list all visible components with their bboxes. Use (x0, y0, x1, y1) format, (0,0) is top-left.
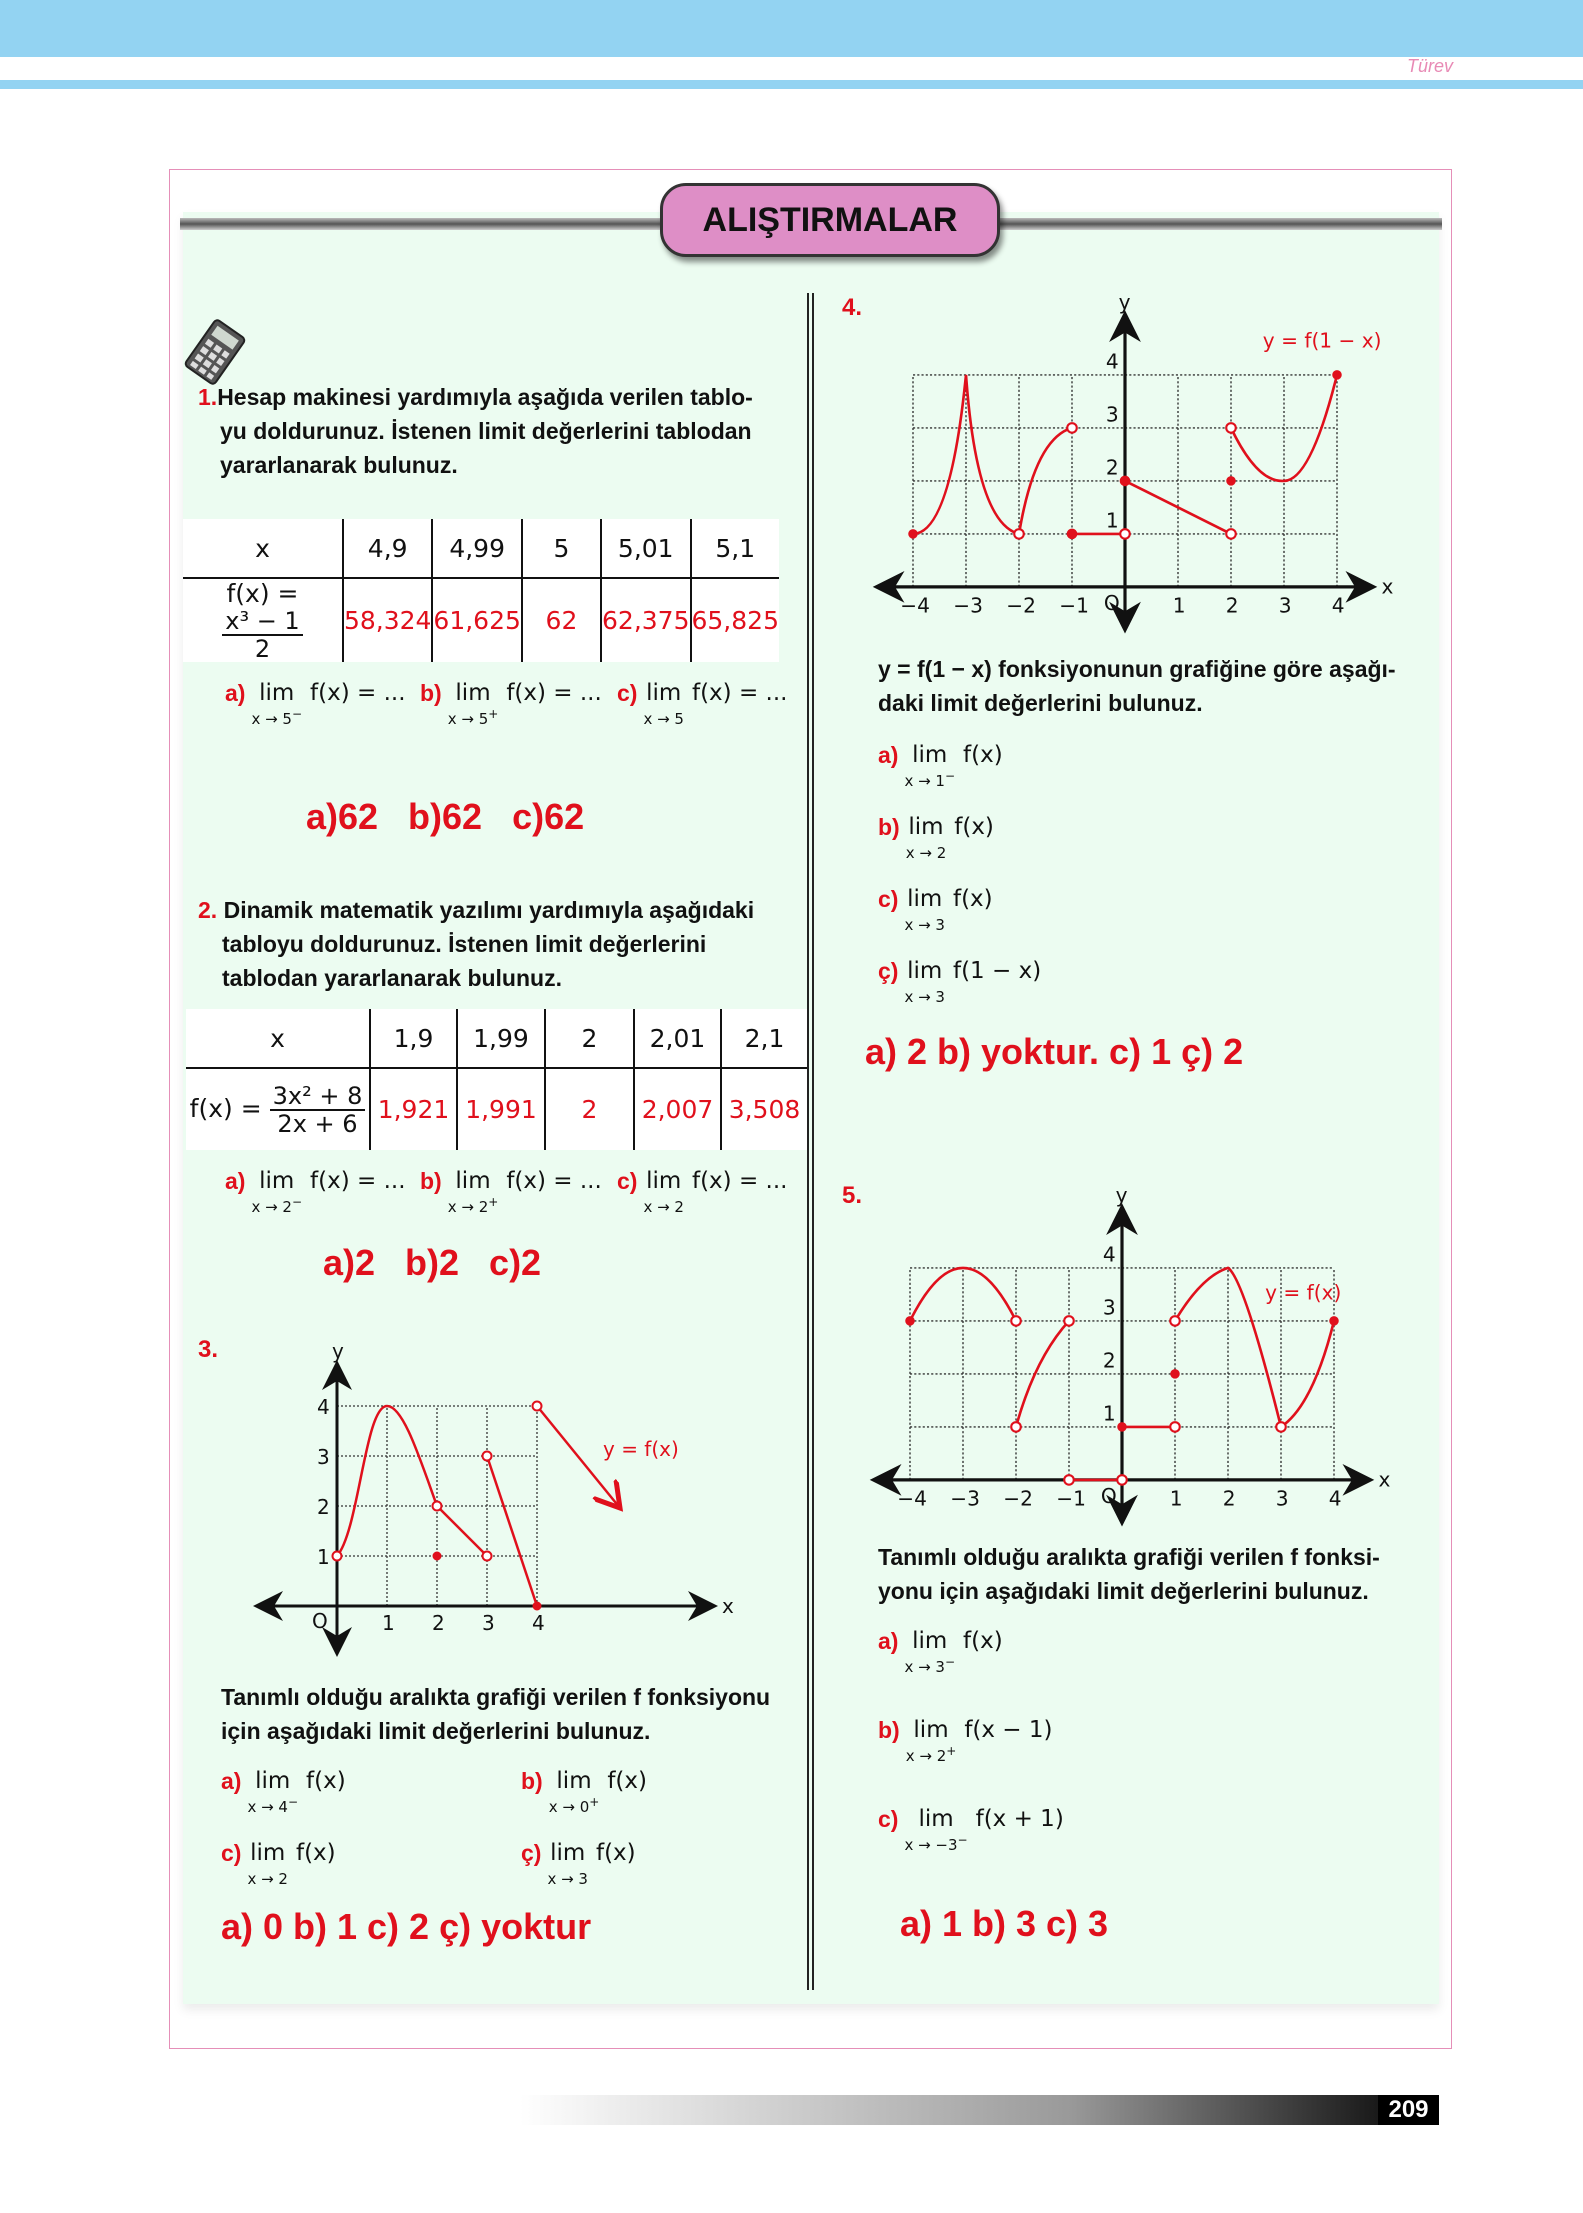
limit-question (878, 1806, 1064, 1853)
text-line: tablodan yararlanarak bulunuz. (222, 965, 562, 991)
x-tick-label: 2 (432, 1611, 445, 1635)
limit-question (225, 680, 406, 727)
approach: x → 3 (904, 988, 945, 1006)
lim-text: lim (250, 1840, 286, 1866)
table-cell: 62,375 (601, 578, 690, 662)
lim-operator (643, 1168, 684, 1215)
x-tick-label: −3 (953, 593, 983, 618)
approach: x → 3 (547, 1870, 588, 1888)
side: − (291, 707, 303, 721)
y-tick-label: 2 (1105, 455, 1119, 480)
page-number: 209 (1378, 2095, 1439, 2125)
answer-1: a)62 b)62 c)62 (306, 796, 585, 837)
filled-point (434, 1553, 441, 1560)
question-label: a) (225, 680, 246, 706)
y-tick-label: 4 (317, 1395, 330, 1419)
x-tick-label: 1 (1172, 593, 1186, 618)
open-point (483, 1452, 492, 1461)
y-tick-label: 3 (1102, 1295, 1116, 1320)
open-point (1226, 423, 1236, 433)
denominator: 2 (254, 635, 271, 663)
origin-label: O (1100, 1484, 1117, 1509)
lim-text: lim (913, 1717, 949, 1743)
open-point (1120, 529, 1130, 539)
x-tick-label: 2 (1225, 593, 1239, 618)
limit-expression (221, 1768, 346, 1815)
column-divider (807, 293, 814, 1990)
lim-subscript (904, 984, 945, 1005)
graph-3 (237, 1326, 737, 1656)
x-tick-label: −1 (1056, 1486, 1086, 1511)
filled-point (534, 1603, 541, 1610)
text-line: için aşağıdaki limit değerlerini bulunuz. (221, 1718, 651, 1744)
curve-label: y = f(x) (1265, 1280, 1342, 1305)
x-axis-label: x (1378, 1467, 1391, 1492)
table-row (186, 1068, 807, 1150)
filled-point (1227, 477, 1234, 484)
answer-5: a) 1 b) 3 c) 3 (900, 1903, 1109, 1944)
lim-subscript (904, 1832, 967, 1853)
problem-1-text (198, 380, 753, 482)
table-cell: 5 (522, 519, 601, 578)
limit-question (878, 742, 1003, 789)
table-cell: 5,1 (691, 519, 780, 578)
approach: x → 1 (904, 772, 945, 790)
question-label: a) (878, 742, 899, 768)
open-point (1064, 1316, 1074, 1326)
text-line: Tanımlı olduğu aralıkta grafiği verilen f fonksi- (878, 1544, 1380, 1570)
f-label: f(x) = (226, 579, 299, 608)
answer-3: a) 0 b) 1 c) 2 ç) yoktur (221, 1906, 592, 1947)
text-line: daki limit değerlerini bulunuz. (878, 690, 1203, 716)
text-line: yonu için aşağıdaki limit değerlerini bulunuz. (878, 1578, 1369, 1604)
filled-point (1330, 1317, 1337, 1324)
open-point (1170, 1316, 1180, 1326)
problem-number: 4. (842, 294, 863, 321)
section-title: ALIŞTIRMALAR (660, 183, 1000, 257)
lim-operator (247, 1768, 298, 1815)
side: − (287, 1795, 299, 1809)
x-tick-label: 1 (382, 1611, 395, 1635)
x-tick-label: 2 (1222, 1486, 1236, 1511)
problem-3-text (221, 1680, 770, 1748)
top-line (0, 80, 1583, 89)
question-label: b) (420, 680, 442, 706)
problem-5-text (878, 1540, 1380, 1608)
limit-function: f(x) (595, 1840, 636, 1866)
question-label: a) (221, 1768, 242, 1794)
y-tick-label: 4 (1105, 349, 1119, 374)
table-cell: 61,625 (432, 578, 521, 662)
limit-question (221, 1840, 336, 1887)
limit-function: f(x) (954, 814, 994, 840)
limit-expression (420, 680, 602, 727)
x-tick-label: −3 (950, 1486, 980, 1511)
limit-function: f(x) (306, 1768, 346, 1794)
y-tick-label: 1 (1102, 1401, 1116, 1426)
filled-point (1171, 1370, 1178, 1377)
text-line: yararlanarak bulunuz. (220, 452, 458, 478)
text-line: Hesap makinesi yardımıyla aşağıda verilen tablo- (217, 384, 753, 410)
limit-expression (878, 814, 994, 861)
approach: x → 2 (447, 1198, 489, 1216)
lim-text: lim (550, 1840, 586, 1866)
fraction (222, 608, 302, 662)
lim-subscript (247, 1794, 298, 1815)
open-point (333, 1552, 342, 1561)
table-cell: 1,9 (370, 1009, 457, 1068)
lim-subscript (904, 912, 945, 933)
lim-operator (904, 958, 945, 1005)
limit-question (878, 1628, 1003, 1675)
open-point (1170, 1422, 1180, 1432)
limit-expression (521, 1840, 636, 1887)
limit-function: f(x) = ... (310, 680, 406, 706)
lim-operator (448, 680, 499, 727)
numerator: 3x² + 8 (270, 1083, 366, 1111)
origin-label: O (1103, 591, 1120, 616)
limit-question (617, 1168, 787, 1215)
function-label (186, 1068, 370, 1150)
lim-text: lim (907, 886, 943, 912)
table-cell: 58,324 (343, 578, 432, 662)
y-tick-label: 3 (1105, 402, 1119, 427)
lim-operator (904, 742, 955, 789)
lim-operator (643, 680, 684, 727)
question-label: ç) (521, 1840, 542, 1866)
x-axis-label: x (722, 1594, 734, 1618)
table-header: x (186, 1009, 370, 1068)
table-row (183, 578, 779, 662)
lim-text: lim (912, 742, 948, 768)
lim-subscript (904, 1654, 955, 1675)
y-axis-label: y (332, 1339, 344, 1363)
question-label: c) (617, 1168, 638, 1194)
approach: x → 2 (905, 844, 947, 862)
y-tick-label: 4 (1102, 1242, 1116, 1267)
x-tick-label: −2 (1006, 593, 1036, 618)
fraction (270, 1083, 366, 1137)
limit-function: f(x) = ... (691, 1168, 788, 1194)
lim-text: lim (259, 1168, 295, 1194)
lim-text: lim (646, 1168, 682, 1194)
x-tick-label: 4 (532, 1611, 545, 1635)
table-cell: 4,99 (432, 519, 521, 578)
limit-question (420, 1168, 602, 1215)
open-point (1067, 423, 1077, 433)
lim-text: lim (255, 1768, 291, 1794)
lim-subscript (251, 1194, 302, 1215)
footer-bar (520, 2095, 1439, 2125)
approach: x → 3 (904, 1658, 945, 1676)
lim-text: lim (455, 680, 491, 706)
value-table-2 (186, 1009, 807, 1150)
table-cell: 3,508 (721, 1068, 807, 1150)
filled-point (1121, 477, 1129, 485)
approach: x → 3 (904, 916, 945, 934)
text-line: tabloyu doldurunuz. İstenen limit değerlerini (222, 931, 707, 957)
lim-subscript (643, 706, 684, 727)
side: − (944, 769, 956, 783)
limit-question (878, 814, 994, 861)
y-tick-label: 2 (317, 1495, 330, 1519)
problem-2-text (198, 893, 754, 995)
open-point (1011, 1316, 1021, 1326)
question-label: b) (420, 1168, 442, 1194)
top-band (0, 0, 1583, 57)
limit-function: f(x) = ... (506, 680, 602, 706)
limit-question (521, 1768, 647, 1815)
lim-text: lim (455, 1168, 491, 1194)
lim-subscript (549, 1794, 600, 1815)
y-tick-label: 2 (1102, 1348, 1116, 1373)
lim-subscript (448, 1194, 499, 1215)
approach: x → 4 (247, 1798, 288, 1816)
table-header: x (183, 519, 343, 578)
limit-function: f(x) (952, 886, 993, 912)
filled-point (1118, 1423, 1125, 1430)
header-bar-left (180, 218, 662, 230)
lim-subscript (904, 768, 955, 789)
question-label: b) (521, 1768, 543, 1794)
problem-number: 1. (198, 384, 218, 410)
limit-question (225, 1168, 406, 1215)
side: + (488, 707, 499, 721)
question-label: c) (221, 1840, 242, 1866)
question-label: b) (878, 1717, 900, 1743)
lim-subscript (906, 840, 947, 861)
curve-segment (437, 1506, 487, 1556)
limit-function: f(x) = ... (506, 1168, 602, 1194)
limit-function: f(x) (963, 1628, 1003, 1654)
lim-text: lim (556, 1768, 592, 1794)
table-row (183, 519, 779, 578)
limit-function: f(1 − x) (952, 958, 1042, 984)
x-tick-label: −4 (900, 593, 930, 618)
limit-function: f(x) (295, 1840, 336, 1866)
y-tick-label: 1 (1105, 508, 1119, 533)
limit-question (221, 1768, 346, 1815)
limit-question (617, 680, 787, 727)
lim-text: lim (918, 1806, 954, 1832)
lim-operator (251, 680, 302, 727)
text-line: y = f(1 − x) fonksiyonunun grafiğine göre aşağı- (878, 656, 1396, 682)
y-axis-label: y (1118, 290, 1131, 315)
approach: x → 0 (548, 1798, 590, 1816)
table-cell: 1,991 (457, 1068, 545, 1150)
approach: x → 2 (251, 1198, 292, 1216)
lim-operator (448, 1168, 499, 1215)
limit-expression (878, 1717, 1053, 1764)
filled-point (909, 530, 916, 537)
x-tick-label: 4 (1331, 593, 1345, 618)
open-point (533, 1402, 542, 1411)
filled-point (1333, 371, 1340, 378)
graph-5 (857, 1183, 1391, 1533)
question-label: b) (878, 814, 900, 840)
problem-number: 5. (842, 1182, 863, 1209)
problem-number: 3. (198, 1336, 219, 1363)
open-point (1014, 529, 1024, 539)
lim-text: lim (908, 814, 944, 840)
lim-operator (247, 1840, 288, 1887)
open-point (1064, 1475, 1074, 1485)
limit-question (878, 886, 993, 933)
question-label: c) (878, 886, 899, 912)
question-label: c) (878, 1806, 899, 1832)
lim-subscript (547, 1866, 588, 1887)
approach: x → 2 (247, 1870, 288, 1888)
limit-expression (878, 1806, 1064, 1853)
curve-segment (487, 1456, 537, 1606)
approach: x → 5 (447, 710, 489, 728)
text-line: yu doldurunuz. İstenen limit değerlerini tablodan (220, 418, 752, 444)
x-tick-label: 3 (1275, 1486, 1289, 1511)
side: + (488, 1195, 499, 1209)
limit-expression (878, 958, 1041, 1005)
x-tick-label: 1 (1169, 1486, 1183, 1511)
limit-question (878, 1717, 1053, 1764)
lim-operator (906, 814, 947, 861)
lim-operator (904, 886, 945, 933)
table-cell: 1,99 (457, 1009, 545, 1068)
graph-4 (860, 290, 1394, 640)
filled-point (1068, 530, 1076, 538)
x-tick-label: 3 (1278, 593, 1292, 618)
function-label (183, 578, 343, 662)
x-tick-label: −4 (897, 1486, 927, 1511)
problem-number: 2. (198, 897, 218, 923)
limit-function: f(x + 1) (975, 1806, 1064, 1832)
y-axis-label: y (1115, 1183, 1128, 1208)
limit-function: f(x) (607, 1768, 647, 1794)
question-label: c) (617, 680, 638, 706)
limit-expression (221, 1840, 336, 1887)
x-tick-label: 4 (1328, 1486, 1342, 1511)
approach: x → 2 (905, 1747, 947, 1765)
answer-2: a)2 b)2 c)2 (323, 1242, 542, 1283)
lim-operator (547, 1840, 588, 1887)
limit-expression (225, 1168, 406, 1215)
lim-operator (549, 1768, 600, 1815)
curve-label: y = f(x) (603, 1437, 679, 1461)
question-label: a) (225, 1168, 246, 1194)
value-table-1 (183, 519, 779, 662)
limit-function: f(x) = ... (691, 680, 788, 706)
limit-expression (878, 1628, 1003, 1675)
table-row (186, 1009, 807, 1068)
chapter-title: Türev (1406, 56, 1453, 76)
limit-expression (521, 1768, 647, 1815)
table-cell: 2,1 (721, 1009, 807, 1068)
open-point (1011, 1422, 1021, 1432)
lim-subscript (643, 1194, 684, 1215)
lim-operator (904, 1806, 967, 1853)
question-label: ç) (878, 958, 899, 984)
lim-text: lim (907, 958, 943, 984)
open-point (1226, 529, 1236, 539)
limit-expression (617, 1168, 787, 1215)
limit-expression (420, 1168, 602, 1215)
table-cell: 1,921 (370, 1068, 457, 1150)
table-cell: 2,01 (634, 1009, 721, 1068)
limit-question (878, 958, 1041, 1005)
y-tick-label: 1 (317, 1545, 330, 1569)
lim-subscript (247, 1866, 288, 1887)
limit-expression (225, 680, 406, 727)
table-cell: 4,9 (343, 519, 432, 578)
limit-expression (617, 680, 787, 727)
table-cell: 2,007 (634, 1068, 721, 1150)
x-tick-label: 3 (482, 1611, 495, 1635)
limit-function: f(x) = ... (310, 1168, 406, 1194)
text-line: Dinamik matematik yazılımı yardımıyla aşağıdaki (223, 897, 755, 923)
side: + (946, 1744, 957, 1758)
origin-label: O (312, 1609, 328, 1633)
open-point (1276, 1422, 1286, 1432)
lim-text: lim (259, 680, 295, 706)
open-point (433, 1502, 442, 1511)
lim-text: lim (912, 1628, 948, 1654)
text-line: Tanımlı olduğu aralıkta grafiği verilen f fonksiyonu (221, 1684, 771, 1710)
table-cell: 62 (522, 578, 601, 662)
open-point (1117, 1475, 1127, 1485)
filled-point (906, 1317, 913, 1324)
lim-subscript (448, 706, 499, 727)
lim-subscript (906, 1743, 957, 1764)
approach: x → 5 (643, 710, 684, 728)
lim-text: lim (646, 680, 682, 706)
limit-question (521, 1840, 636, 1887)
limit-expression (878, 886, 993, 933)
table-cell: 2 (545, 1068, 634, 1150)
question-label: a) (878, 1628, 899, 1654)
numerator: x³ − 1 (222, 608, 302, 636)
approach: x → 5 (251, 710, 292, 728)
approach: x → 2 (643, 1198, 684, 1216)
limit-function: f(x) (963, 742, 1003, 768)
side: − (944, 1655, 956, 1669)
denominator: 2x + 6 (277, 1109, 358, 1138)
table-cell: 5,01 (601, 519, 690, 578)
x-tick-label: −2 (1003, 1486, 1033, 1511)
approach: x → −3 (904, 1836, 958, 1854)
header-bar-right (998, 218, 1442, 230)
table-cell: 2 (545, 1009, 634, 1068)
limit-question (420, 680, 602, 727)
lim-operator (906, 1717, 957, 1764)
side: − (957, 1833, 968, 1847)
f-label: f(x) = (189, 1093, 262, 1123)
lim-operator (904, 1628, 955, 1675)
side: + (589, 1795, 600, 1809)
y-tick-label: 3 (317, 1445, 330, 1469)
lim-subscript (251, 706, 302, 727)
x-tick-label: −1 (1059, 593, 1089, 618)
calculator-icon (183, 320, 247, 384)
limit-expression (878, 742, 1003, 789)
curve-label: y = f(1 − x) (1262, 328, 1382, 353)
limit-function: f(x − 1) (964, 1717, 1053, 1743)
open-point (483, 1552, 492, 1561)
answer-4: a) 2 b) yoktur. c) 1 ç) 2 (865, 1031, 1244, 1072)
lim-operator (251, 1168, 302, 1215)
side: − (291, 1195, 303, 1209)
table-cell: 65,825 (691, 578, 780, 662)
x-axis-label: x (1381, 574, 1394, 599)
problem-4-text (878, 652, 1396, 720)
